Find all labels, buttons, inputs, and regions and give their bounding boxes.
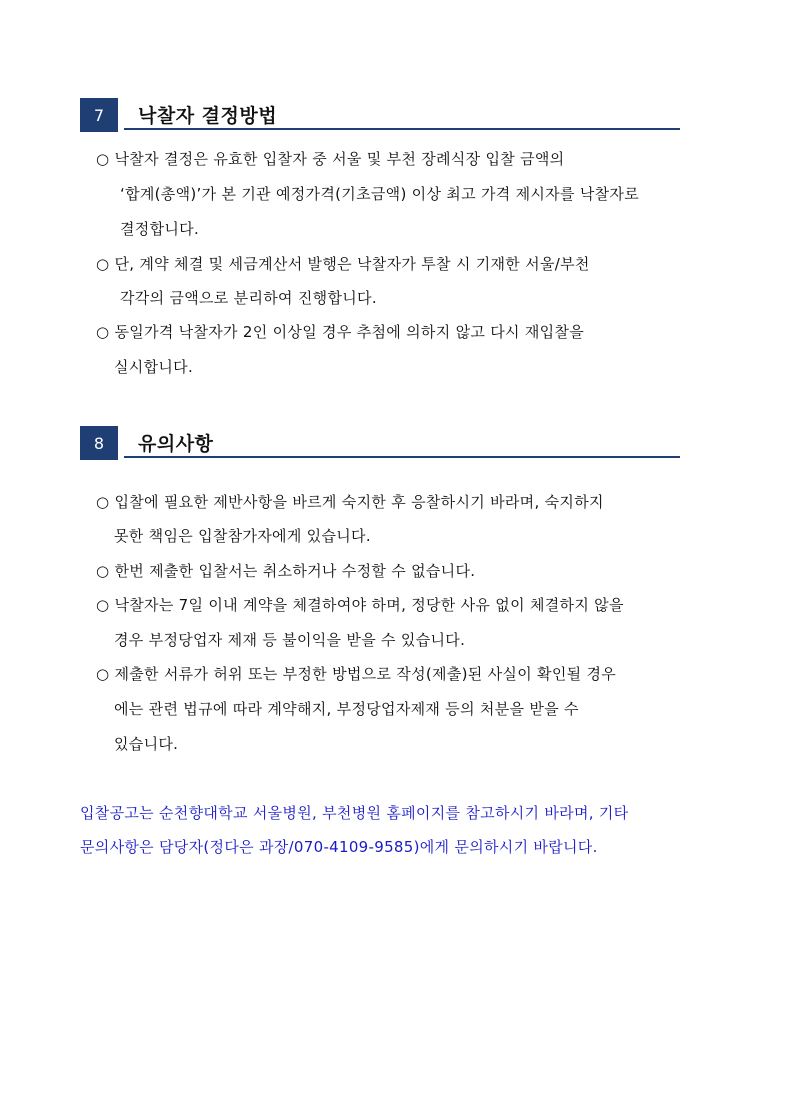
paragraph-line: 에는 관련 법규에 따라 계약해지, 부정당업자제재 등의 처분을 받을 수 — [114, 700, 579, 718]
paragraph-line: ○ 제출한 서류가 허위 또는 부정한 방법으로 작성(제출)된 사실이 확인될 경우 — [96, 665, 617, 683]
section-number-badge: 7 — [80, 98, 118, 132]
section-8-header — [80, 426, 680, 460]
paragraph-line: 있습니다. — [114, 735, 179, 753]
paragraph-line: ○ 낙찰자는 7일 이내 계약을 체결하여야 하며, 정당한 사유 없이 체결하지 않을 — [96, 596, 624, 614]
section-7-header — [80, 98, 680, 132]
paragraph-line: ○ 단, 계약 체결 및 세금계산서 발행은 낙찰자가 투찰 시 기재한 서울/부천 — [96, 255, 590, 273]
notice-line: 문의사항은 담당자(정다은 과장/070-4109-9585)에게 문의하시기 바랍니다. — [80, 838, 598, 856]
paragraph-line: 각각의 금액으로 분리하여 진행합니다. — [120, 289, 377, 307]
section-divider — [124, 456, 680, 458]
section-divider — [124, 128, 680, 130]
paragraph-line: 결정합니다. — [120, 220, 200, 238]
paragraph-line: ○ 동일가격 낙찰자가 2인 이상일 경우 추첨에 의하지 않고 다시 재입찰을 — [96, 323, 585, 341]
notice-line: 입찰공고는 순천향대학교 서울병원, 부천병원 홈페이지를 참고하시기 바라며, 기타 — [80, 804, 629, 822]
paragraph-line: 경우 부정당업자 제재 등 불이익을 받을 수 있습니다. — [114, 631, 466, 649]
paragraph-line: ‘합계(총액)’가 본 기관 예정가격(기초금액) 이상 최고 가격 제시자를 낙찰자로 — [120, 185, 639, 203]
paragraph-line: ○ 입찰에 필요한 제반사항을 바르게 숙지한 후 응찰하시기 바라며, 숙지하지 — [96, 493, 604, 511]
paragraph-line: 못한 책임은 입찰참가자에게 있습니다. — [114, 527, 371, 545]
section-number-badge: 8 — [80, 426, 118, 460]
section-title: 낙찰자 결정방법 — [138, 105, 278, 127]
paragraph-line: ○ 낙찰자 결정은 유효한 입찰자 중 서울 및 부천 장례식장 입찰 금액의 — [96, 150, 565, 168]
section-title: 유의사항 — [138, 433, 214, 455]
paragraph-line: ○ 한번 제출한 입찰서는 취소하거나 수정할 수 없습니다. — [96, 562, 476, 580]
paragraph-line: 실시합니다. — [114, 358, 194, 376]
